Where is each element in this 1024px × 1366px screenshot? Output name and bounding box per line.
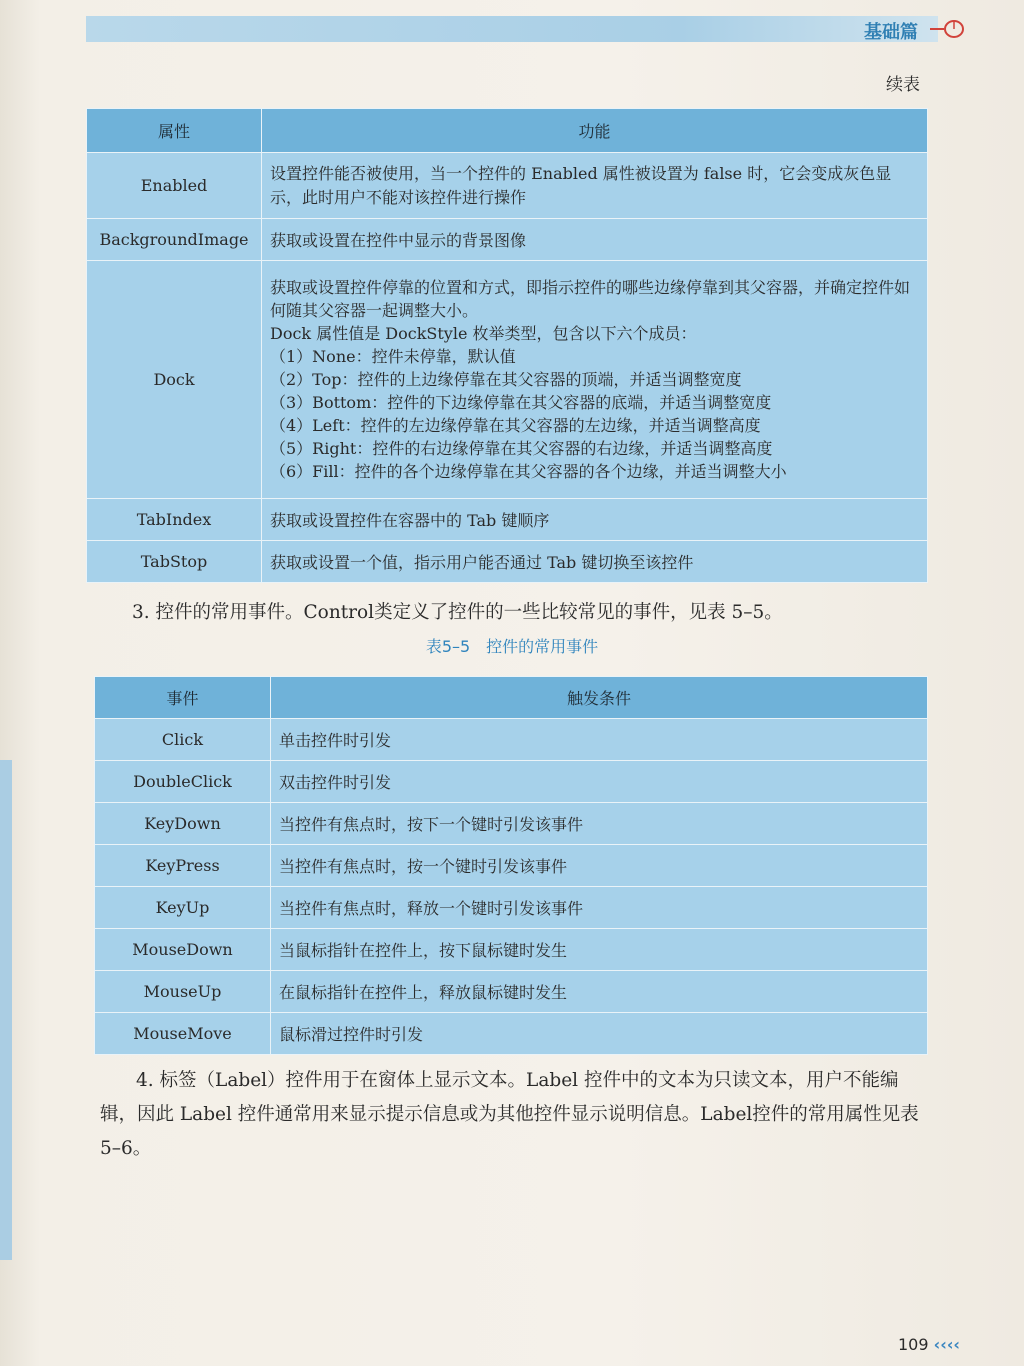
table-row [95,971,928,1013]
event-name: DoubleClick [95,761,271,803]
table-header-row [87,109,928,153]
property-desc: 获取或设置在控件中显示的背景图像 [262,219,928,261]
event-name: KeyDown [95,803,271,845]
event-desc: 当鼠标指针在控件上，按下鼠标键时发生 [271,929,928,971]
dock-desc-line: （6）Fill：控件的各个边缘停靠在其父容器的各个边缘，并适当调整大小 [270,462,787,481]
table-row [95,887,928,929]
paragraph-3: 3. 控件的常用事件。Control类定义了控件的一些比较常见的事件，见表 5–5。 [132,602,783,623]
event-name: MouseDown [95,929,271,971]
events-table [94,676,928,1055]
arrows-icon: ‹‹‹‹ [933,1335,960,1354]
event-desc: 鼠标滑过控件时引发 [271,1013,928,1055]
continued-label: 续表 [886,75,920,95]
table-row [87,541,928,583]
col-header-trigger: 触发条件 [271,677,928,719]
section-title: 基础篇 [864,22,918,43]
table-row [87,219,928,261]
table-caption: 表5–5 控件的常用事件 [425,637,599,656]
properties-table [86,108,928,583]
paragraph-4: 4. 标签（Label）控件用于在窗体上显示文本。Label 控件中的文本为只读文本，用户不能编辑，因此 Label 控件通常用来显示提示信息或为其他控件显示说明信息。Label控件的常用属性见表5–6。 [100,1070,919,1159]
header-band [86,16,938,42]
event-name: Click [95,719,271,761]
col-header-event: 事件 [95,677,271,719]
col-header-property: 属性 [87,109,262,153]
event-name: KeyPress [95,845,271,887]
dock-desc-line: （4）Left：控件的左边缘停靠在其父容器的左边缘，并适当调整高度 [270,416,761,435]
event-name: MouseMove [95,1013,271,1055]
table-row [95,845,928,887]
page-footer [898,1335,960,1354]
table-row [95,803,928,845]
table-row [95,719,928,761]
dock-desc-line: （2）Top：控件的上边缘停靠在其父容器的顶端，并适当调整宽度 [270,370,742,389]
table-row [87,499,928,541]
event-name: KeyUp [95,887,271,929]
table-header-row [95,677,928,719]
dock-desc-line: （3）Bottom：控件的下边缘停靠在其父容器的底端，并适当调整宽度 [270,393,772,412]
event-name: MouseUp [95,971,271,1013]
property-desc [262,261,928,499]
property-name: TabStop [87,541,262,583]
table-row [87,153,928,219]
mouse-icon [930,18,966,40]
page-number: 109 [897,1335,929,1354]
table-row [95,1013,928,1055]
property-name: Enabled [87,153,262,219]
event-desc: 当控件有焦点时，按下一个键时引发该事件 [271,803,928,845]
event-desc: 当控件有焦点时，释放一个键时引发该事件 [271,887,928,929]
dock-desc-line: 获取或设置控件停靠的位置和方式，即指示控件的哪些边缘停靠到其父容器，并确定控件如何随其父容器一起调整大小。 [270,278,911,320]
table-row [87,261,928,499]
dock-desc-line: （5）Right：控件的右边缘停靠在其父容器的右边缘，并适当调整高度 [270,439,773,458]
event-desc: 当控件有焦点时，按一个键时引发该事件 [271,845,928,887]
table-row [95,761,928,803]
property-desc: 获取或设置一个值，指示用户能否通过 Tab 键切换至该控件 [262,541,928,583]
table-row [95,929,928,971]
property-name: Dock [87,261,262,499]
event-desc: 单击控件时引发 [271,719,928,761]
property-desc: 获取或设置控件在容器中的 Tab 键顺序 [262,499,928,541]
dock-desc-line: （1）None：控件未停靠，默认值 [270,347,516,366]
left-edge-strip [0,760,12,1260]
event-desc: 在鼠标指针在控件上，释放鼠标键时发生 [271,971,928,1013]
dock-desc-line: Dock 属性值是 DockStyle 枚举类型，包含以下六个成员： [270,324,697,343]
property-name: TabIndex [87,499,262,541]
col-header-function: 功能 [262,109,928,153]
property-name: BackgroundImage [87,219,262,261]
event-desc: 双击控件时引发 [271,761,928,803]
property-desc: 设置控件能否被使用，当一个控件的 Enabled 属性被设置为 false 时，它会变成灰色显示，此时用户不能对该控件进行操作 [262,153,928,219]
